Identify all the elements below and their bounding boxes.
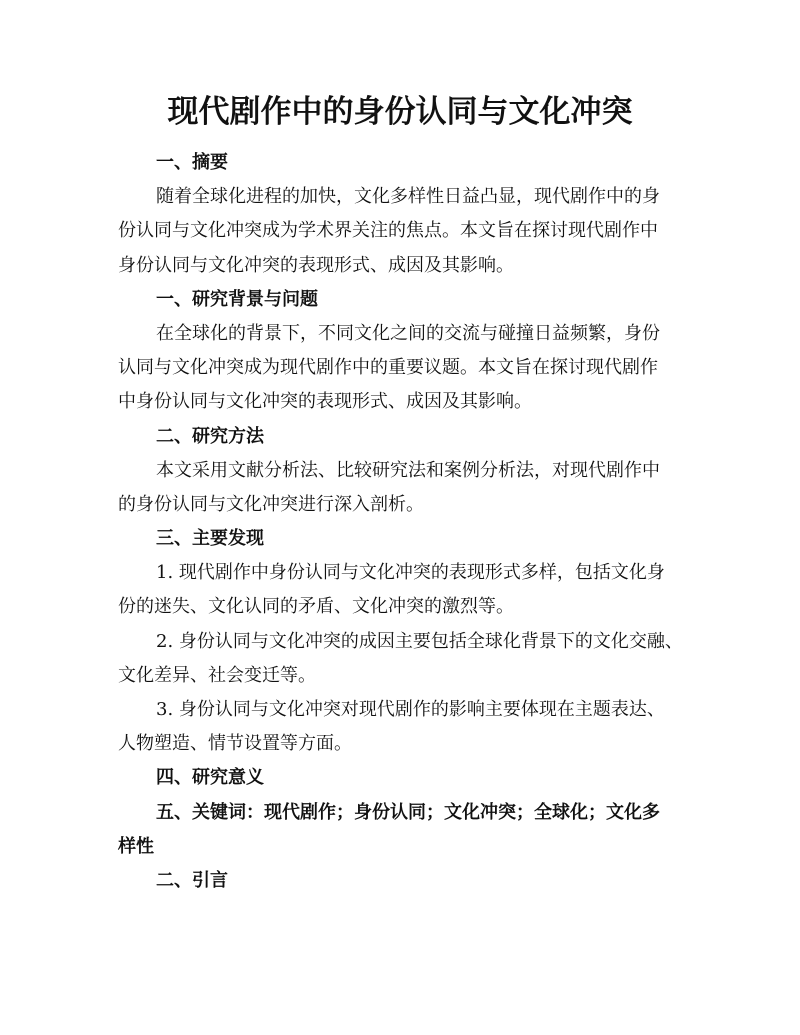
- paragraph-line: 身份认同与文化冲突的表现形式、成因及其影响。: [118, 254, 514, 276]
- paragraph-line: 份认同与文化冲突成为学术界关注的焦点。本文旨在探讨现代剧作中: [118, 220, 658, 242]
- section-heading-introduction: 二、引言: [156, 869, 228, 891]
- finding-line: 3. 身份认同与文化冲突对现代剧作的影响主要体现在主题表达、: [156, 699, 665, 720]
- finding-line: 1. 现代剧作中身份认同与文化冲突的表现形式多样，包括文化身: [156, 562, 665, 584]
- finding-line: 文化差异、社会变迁等。: [118, 664, 316, 686]
- section-heading-significance: 四、研究意义: [156, 767, 264, 789]
- paragraph-line: 在全球化的背景下，不同文化之间的交流与碰撞日益频繁，身份: [156, 322, 660, 344]
- paragraph-line: 中身份认同与文化冲突的表现形式、成因及其影响。: [118, 391, 532, 413]
- finding-line: 人物塑造、情节设置等方面。: [118, 733, 352, 755]
- section-heading-findings: 三、主要发现: [156, 528, 264, 550]
- section-heading-abstract: 一、摘要: [156, 152, 228, 173]
- finding-line: 2. 身份认同与文化冲突的成因主要包括全球化背景下的文化交融、: [156, 630, 683, 652]
- section-heading-methods: 二、研究方法: [156, 425, 264, 447]
- keywords-line: 五、关键词：现代剧作；身份认同；文化冲突；全球化；文化多: [156, 801, 660, 823]
- paragraph-line: 认同与文化冲突成为现代剧作中的重要议题。本文旨在探讨现代剧作: [118, 357, 658, 379]
- paragraph-line: 本文采用文献分析法、比较研究法和案例分析法，对现代剧作中: [156, 459, 660, 481]
- paragraph-line: 随着全球化进程的加快，文化多样性日益凸显，现代剧作中的身: [156, 186, 660, 208]
- finding-line: 份的迷失、文化认同的矛盾、文化冲突的激烈等。: [118, 596, 514, 618]
- paragraph-line: 的身份认同与文化冲突进行深入剖析。: [118, 493, 424, 515]
- section-heading-background: 一、研究背景与问题: [156, 288, 318, 310]
- document-title: 现代剧作中的身份认同与文化冲突: [167, 94, 633, 130]
- keywords-line: 样性: [118, 835, 154, 857]
- document-body: [118, 146, 683, 898]
